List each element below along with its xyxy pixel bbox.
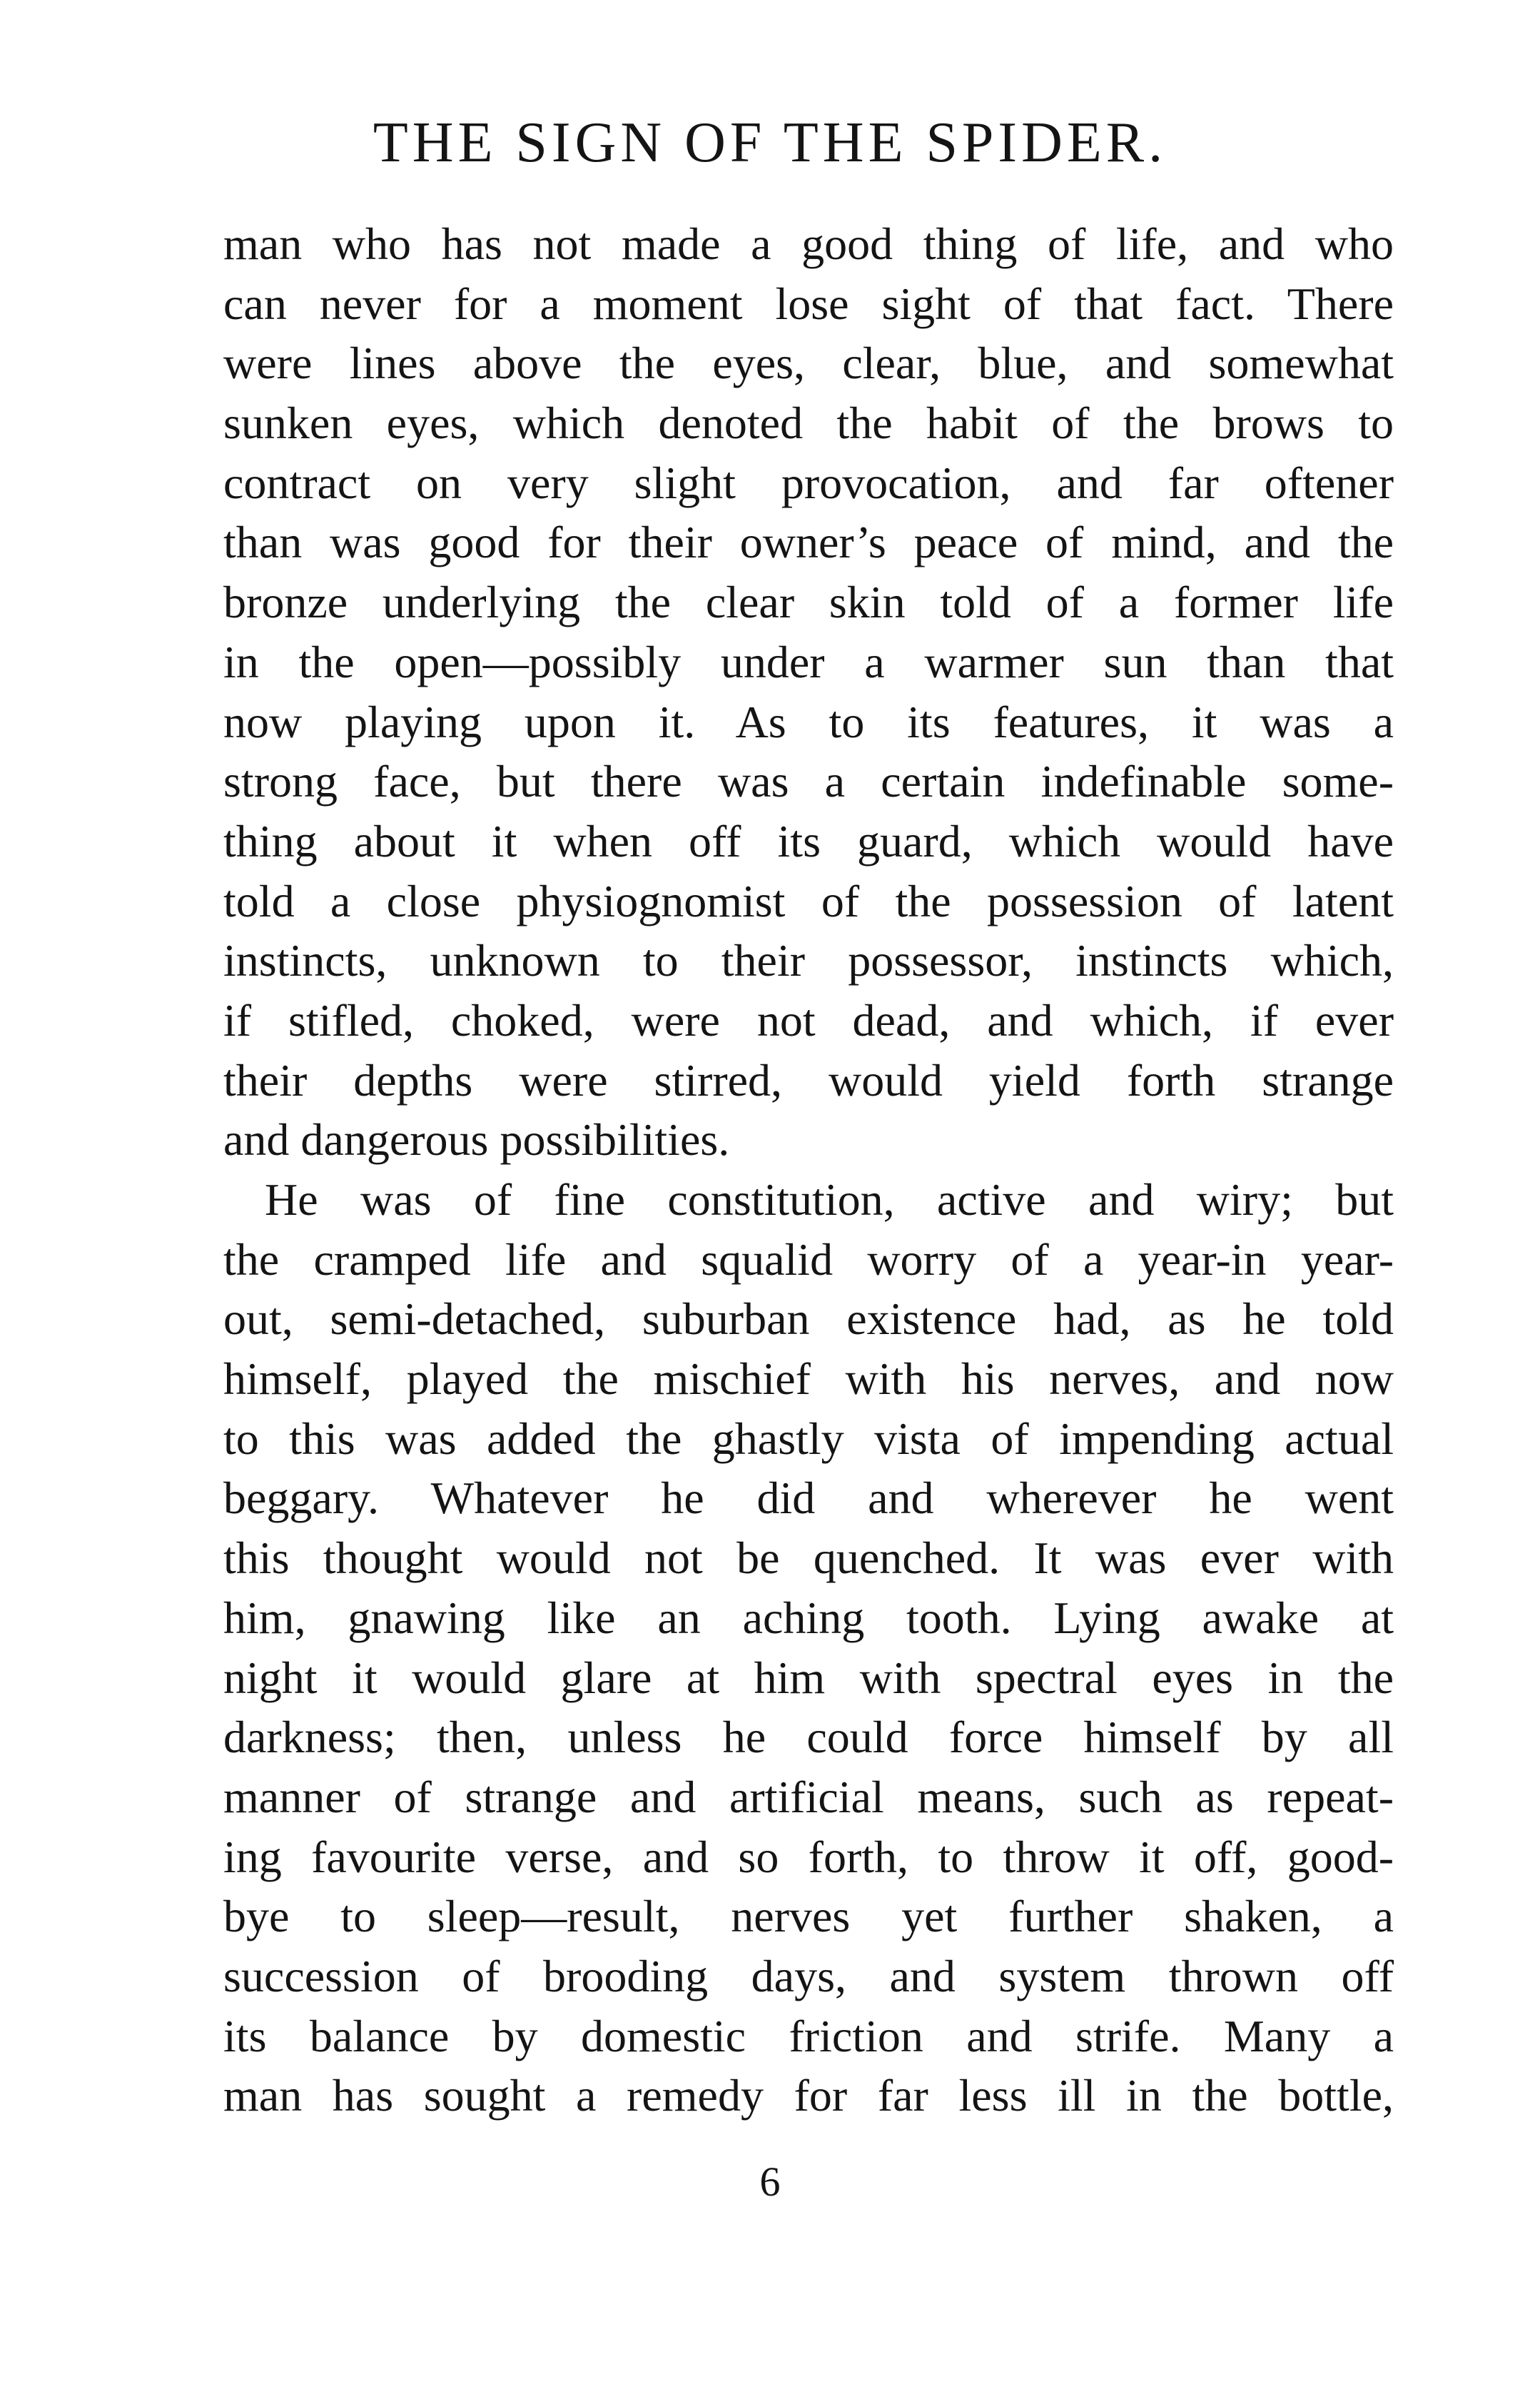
page-number: 6 <box>759 2158 781 2205</box>
text-line: man has sought a remedy for far less ill in the bottle, <box>223 2070 1394 2121</box>
text-line: now playing upon it. As to its features, it was a <box>223 696 1394 747</box>
text-line: himself, played the mischief with his nerves, and now <box>223 1353 1394 1405</box>
text-line: out, semi-detached, suburban existence had, as he told <box>223 1293 1394 1345</box>
text-line: manner of strange and artificial means, such as repeat- <box>223 1771 1394 1822</box>
body-text <box>223 214 1394 2126</box>
text-line: to this was added the ghastly vista of impending actual <box>223 1413 1394 1464</box>
text-line: thing about it when off its guard, which would have <box>223 815 1394 867</box>
text-line: their depths were stirred, would yield forth strange <box>223 1054 1394 1106</box>
text-line: him, gnawing like an aching tooth. Lying awake at <box>223 1592 1394 1643</box>
text-line: man who has not made a good thing of life, and who <box>223 218 1394 269</box>
text-line: He was of fine constitution, active and wiry; but <box>265 1174 1394 1225</box>
text-line: its balance by domestic friction and strife. Many a <box>223 2010 1394 2061</box>
text-line: instincts, unknown to their possessor, instincts which, <box>223 935 1394 986</box>
text-line: night it would glare at him with spectral eyes in the <box>223 1652 1394 1703</box>
paragraph <box>223 214 1394 1170</box>
text-line: ing favourite verse, and so forth, to throw it off, good- <box>223 1831 1394 1882</box>
text-line: this thought would not be quenched. It was ever with <box>223 1532 1394 1584</box>
text-line: in the open—possibly under a warmer sun than that <box>223 636 1394 687</box>
text-line: than was good for their owner’s peace of mind, and the <box>223 517 1394 568</box>
text-line: bye to sleep—result, nerves yet further shaken, a <box>223 1891 1394 1942</box>
text-line: beggary. Whatever he did and wherever he went <box>223 1473 1394 1524</box>
paragraph <box>223 1170 1394 2126</box>
text-line: can never for a moment lose sight of that fact. There <box>223 278 1394 329</box>
running-head: THE SIGN OF THE SPIDER. <box>373 111 1167 174</box>
text-line: told a close physiognomist of the possession of latent <box>223 875 1394 926</box>
text-line: were lines above the eyes, clear, blue, and somewhat <box>223 338 1394 389</box>
text-line: strong face, but there was a certain indefinable some- <box>223 756 1394 807</box>
text-line: succession of brooding days, and system thrown off <box>223 1950 1394 2001</box>
text-line: bronze underlying the clear skin told of a former life <box>223 577 1394 628</box>
text-line: contract on very slight provocation, and far oftener <box>223 457 1394 508</box>
text-line: sunken eyes, which denoted the habit of the brows to <box>223 398 1394 449</box>
text-line: darkness; then, unless he could force himself by all <box>223 1712 1394 1763</box>
text-line: the cramped life and squalid worry of a year-in year- <box>223 1233 1394 1285</box>
text-line: if stifled, choked, were not dead, and which, if ever <box>223 994 1394 1046</box>
text-line: and dangerous possibilities. <box>223 1114 730 1166</box>
